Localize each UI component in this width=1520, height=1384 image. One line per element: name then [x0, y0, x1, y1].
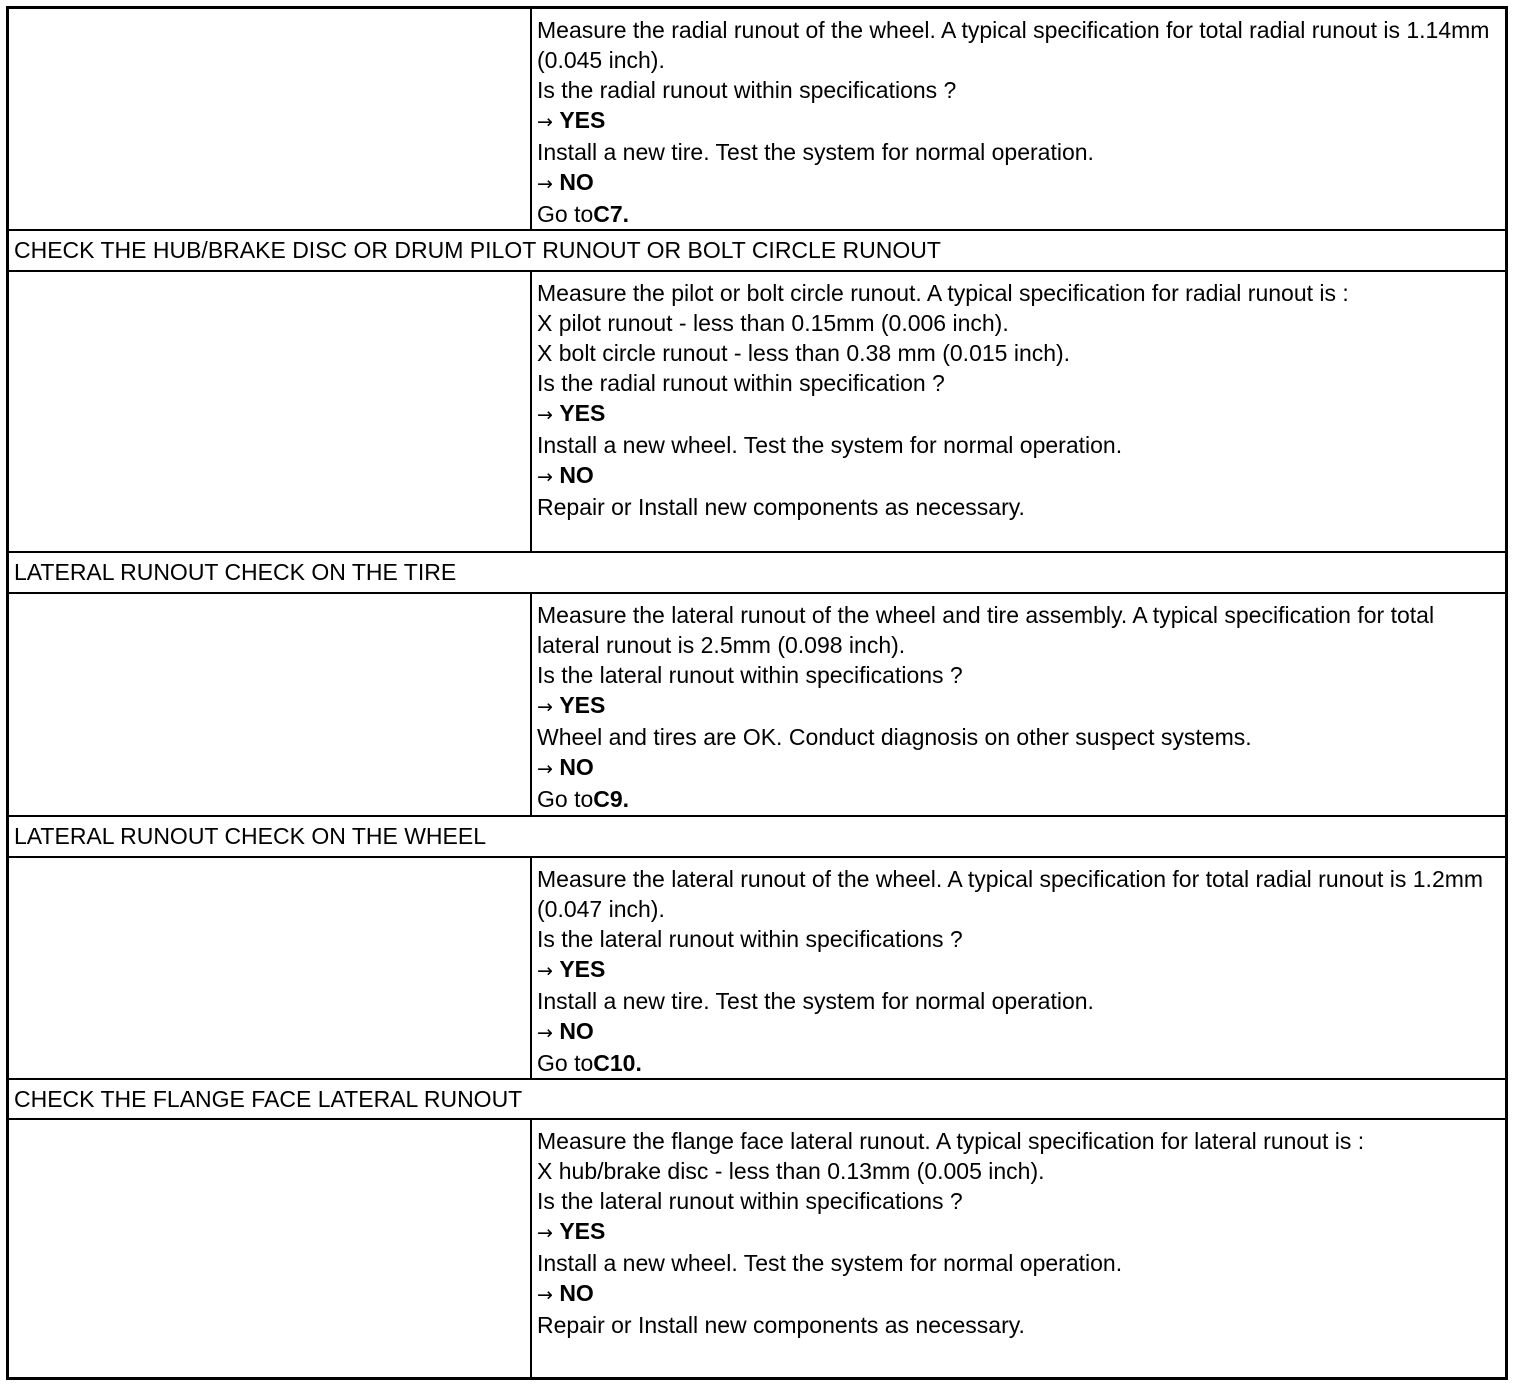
step-header [9, 231, 1505, 272]
no-branch [537, 460, 1495, 492]
arrow-right-icon: → [537, 465, 553, 488]
no-branch [537, 752, 1495, 784]
no-branch [537, 1278, 1495, 1310]
yes-action: Install a new tire. Test the system for normal operation. [537, 987, 1094, 1014]
step-left-cell [9, 858, 532, 1078]
yes-label: YES [559, 1218, 606, 1245]
yes-label: YES [559, 107, 606, 133]
no-label: NO [559, 169, 594, 195]
no-label: NO [559, 1017, 594, 1044]
step-instruction: Measure the lateral runout of the wheel. A typical specification for total radial runout is 1.2mm (0.047 inch). [537, 865, 1484, 922]
step-question: Is the lateral runout within specifications ? [537, 1188, 963, 1215]
step-row [9, 1120, 1505, 1377]
yes-label: YES [559, 399, 606, 426]
arrow-right-icon: → [537, 173, 553, 195]
step-question: Is the radial runout within specifications ? [537, 77, 957, 103]
arrow-right-icon: → [537, 1284, 553, 1307]
step-title: CHECK THE HUB/BRAKE DISC OR DRUM PILOT RUNOUT OR BOLT CIRCLE RUNOUT [14, 236, 941, 263]
goto-target: C10. [593, 1049, 642, 1076]
step-row [9, 9, 1505, 231]
step-header [9, 1080, 1505, 1121]
arrow-right-icon: → [537, 1021, 553, 1044]
step-question: Is the lateral runout within specifications ? [537, 925, 963, 952]
yes-action: Wheel and tires are OK. Conduct diagnosis on other suspect systems. [537, 724, 1252, 751]
arrow-right-icon: → [537, 758, 553, 781]
yes-action: Install a new wheel. Test the system for normal operation. [537, 1250, 1123, 1277]
spec-item: X pilot runout - less than 0.15mm (0.006 inch). [537, 309, 1009, 336]
step-header [9, 553, 1505, 594]
yes-branch [537, 690, 1495, 722]
step-row [9, 272, 1505, 553]
goto-prefix: Go to [537, 786, 594, 813]
step-left-cell [9, 1120, 532, 1377]
no-label: NO [559, 754, 594, 781]
step-left-cell [9, 272, 532, 551]
arrow-right-icon: → [537, 1222, 553, 1245]
step-action-cell [532, 858, 1505, 1078]
goto-prefix: Go to [537, 201, 594, 227]
arrow-right-icon: → [537, 111, 553, 133]
goto-target: C9. [593, 786, 630, 813]
step-instruction: Measure the pilot or bolt circle runout. A typical specification for radial runout is : [537, 279, 1349, 306]
step-left-cell [9, 594, 532, 815]
no-action: Repair or Install new components as necessary. [537, 493, 1025, 520]
step-question: Is the lateral runout within specifications ? [537, 662, 963, 689]
step-action-cell [532, 272, 1505, 551]
step-instruction: Measure the lateral runout of the wheel and tire assembly. A typical specification for total lateral runout is 2.5mm (0.098 inch). [537, 602, 1435, 659]
step-action-cell [532, 9, 1505, 229]
spec-item: X hub/brake disc - less than 0.13mm (0.005 inch). [537, 1158, 1045, 1185]
step-header [9, 817, 1505, 858]
no-branch [537, 167, 1495, 199]
no-label: NO [559, 461, 594, 488]
step-action-cell [532, 1120, 1505, 1377]
arrow-right-icon: → [537, 959, 553, 982]
step-instruction: Measure the radial runout of the wheel. A typical specification for total radial runout is 1.14mm (0.045 inch). [537, 17, 1490, 73]
step-question: Is the radial runout within specification ? [537, 369, 945, 396]
no-branch [537, 1016, 1495, 1048]
step-row [9, 594, 1505, 817]
goto-prefix: Go to [537, 1049, 594, 1076]
no-label: NO [559, 1280, 594, 1307]
no-action [537, 1048, 1495, 1078]
no-action [537, 784, 1495, 814]
step-row [9, 858, 1505, 1080]
yes-action: Install a new tire. Test the system for normal operation. [537, 139, 1094, 165]
step-title: CHECK THE FLANGE FACE LATERAL RUNOUT [14, 1085, 523, 1112]
yes-branch [537, 954, 1495, 986]
yes-branch [537, 1216, 1495, 1248]
step-left-cell [9, 9, 532, 229]
diagnostic-table [6, 6, 1508, 1380]
yes-branch [537, 105, 1495, 137]
yes-label: YES [559, 692, 606, 719]
no-action: Repair or Install new components as necessary. [537, 1312, 1025, 1339]
spec-item: X bolt circle runout - less than 0.38 mm (0.015 inch). [537, 339, 1071, 366]
step-action-cell [532, 594, 1505, 815]
step-instruction: Measure the flange face lateral runout. A typical specification for lateral runout is : [537, 1128, 1365, 1155]
arrow-right-icon: → [537, 696, 553, 719]
goto-target: C7. [593, 201, 630, 227]
step-title: LATERAL RUNOUT CHECK ON THE WHEEL [14, 822, 487, 849]
no-action [537, 199, 1495, 229]
yes-branch [537, 398, 1495, 430]
yes-action: Install a new wheel. Test the system for normal operation. [537, 431, 1123, 458]
arrow-right-icon: → [537, 403, 553, 426]
step-title: LATERAL RUNOUT CHECK ON THE TIRE [14, 559, 457, 586]
yes-label: YES [559, 955, 606, 982]
